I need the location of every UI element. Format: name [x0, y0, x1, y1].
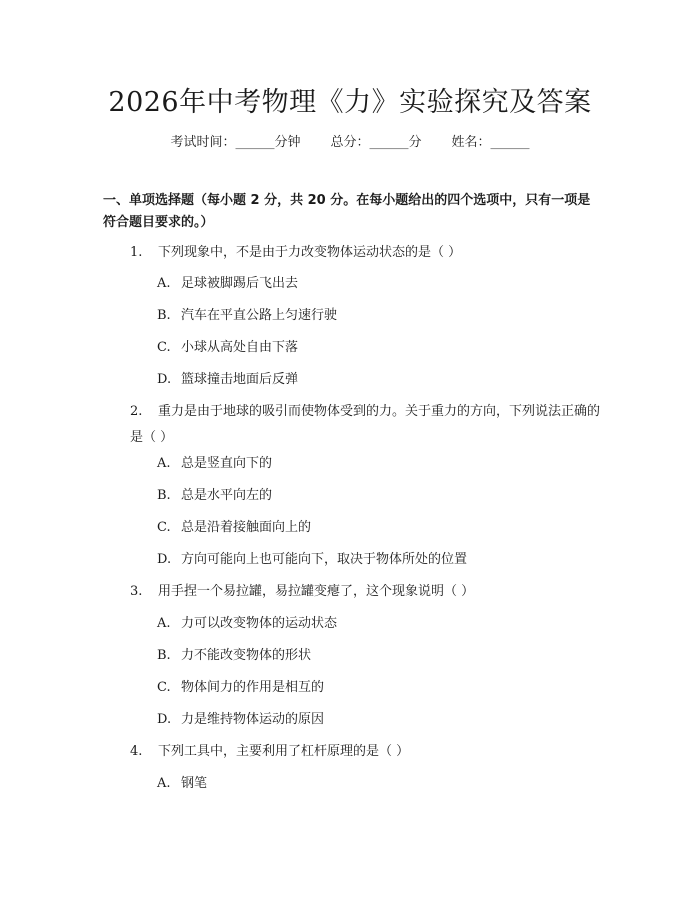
option-letter: A. [157, 776, 171, 791]
option-letter: D. [157, 372, 172, 387]
option-text: 总是水平向左的 [181, 488, 273, 503]
page-title: 2026年中考物理《力》实验探究及答案 [108, 87, 592, 118]
option-text: 物体间力的作用是相互的 [181, 680, 325, 695]
question-2-option-b [157, 486, 597, 506]
question-4-option-a [157, 774, 597, 794]
question-3-option-b [157, 646, 597, 666]
option-letter: D. [157, 712, 172, 727]
question-number: 2. [130, 404, 143, 419]
question-2-option-c [157, 518, 597, 538]
option-text: 足球被脚踢后飞出去 [181, 276, 299, 291]
question-1-option-c [157, 338, 597, 358]
question-2 [130, 399, 600, 451]
exam-meta [0, 131, 700, 150]
option-letter: A. [157, 456, 171, 471]
option-text: 力是维持物体运动的原因 [181, 712, 325, 727]
question-1-option-d [157, 370, 597, 390]
question-1-option-a [157, 274, 597, 294]
option-text: 钢笔 [181, 776, 208, 791]
option-text: 总是竖直向下的 [181, 456, 273, 471]
option-text: 汽车在平直公路上匀速行驶 [181, 308, 338, 323]
section-heading: 一、单项选择题（每小题 2 分，共 20 分。在每小题给出的四个选项中，只有一项是符合题目要求的。） [103, 193, 591, 230]
question-4 [130, 739, 600, 765]
question-number: 1. [130, 245, 143, 260]
question-2-option-d [157, 550, 597, 570]
option-letter: C. [157, 680, 171, 695]
question-number: 4. [130, 744, 143, 759]
question-number: 3. [130, 584, 143, 599]
question-3-option-c [157, 678, 597, 698]
option-letter: B. [157, 488, 171, 503]
option-text: 总是沿着接触面向上的 [181, 520, 312, 535]
student-name-field: 姓名：______ [451, 135, 530, 150]
total-score-field: 总分：______分 [330, 135, 422, 150]
question-1 [130, 240, 600, 266]
option-text: 篮球撞击地面后反弹 [181, 372, 299, 387]
option-letter: A. [157, 276, 171, 291]
option-letter: C. [157, 520, 171, 535]
question-3 [130, 579, 600, 605]
option-text: 方向可能向上也可能向下，取决于物体所处的位置 [181, 552, 468, 567]
question-text: 下列现象中，不是由于力改变物体运动状态的是（ ） [158, 245, 462, 260]
option-text: 小球从高处自由下落 [181, 340, 299, 355]
exam-time-field: 考试时间：______分钟 [170, 135, 301, 150]
option-letter: C. [157, 340, 171, 355]
option-text: 力可以改变物体的运动状态 [181, 616, 338, 631]
option-letter: B. [157, 308, 171, 323]
option-letter: B. [157, 648, 171, 663]
question-3-option-d [157, 710, 597, 730]
option-text: 力不能改变物体的形状 [181, 648, 312, 663]
option-letter: A. [157, 616, 171, 631]
question-2-option-a [157, 454, 597, 474]
question-3-option-a [157, 614, 597, 634]
question-text: 重力是由于地球的吸引而使物体受到的力。关于重力的方向，下列说法正确的是（ ） [130, 404, 601, 445]
question-text: 用手捏一个易拉罐，易拉罐变瘪了，这个现象说明（ ） [158, 584, 475, 599]
option-letter: D. [157, 552, 172, 567]
question-1-option-b [157, 306, 597, 326]
question-text: 下列工具中，主要利用了杠杆原理的是（ ） [158, 744, 410, 759]
